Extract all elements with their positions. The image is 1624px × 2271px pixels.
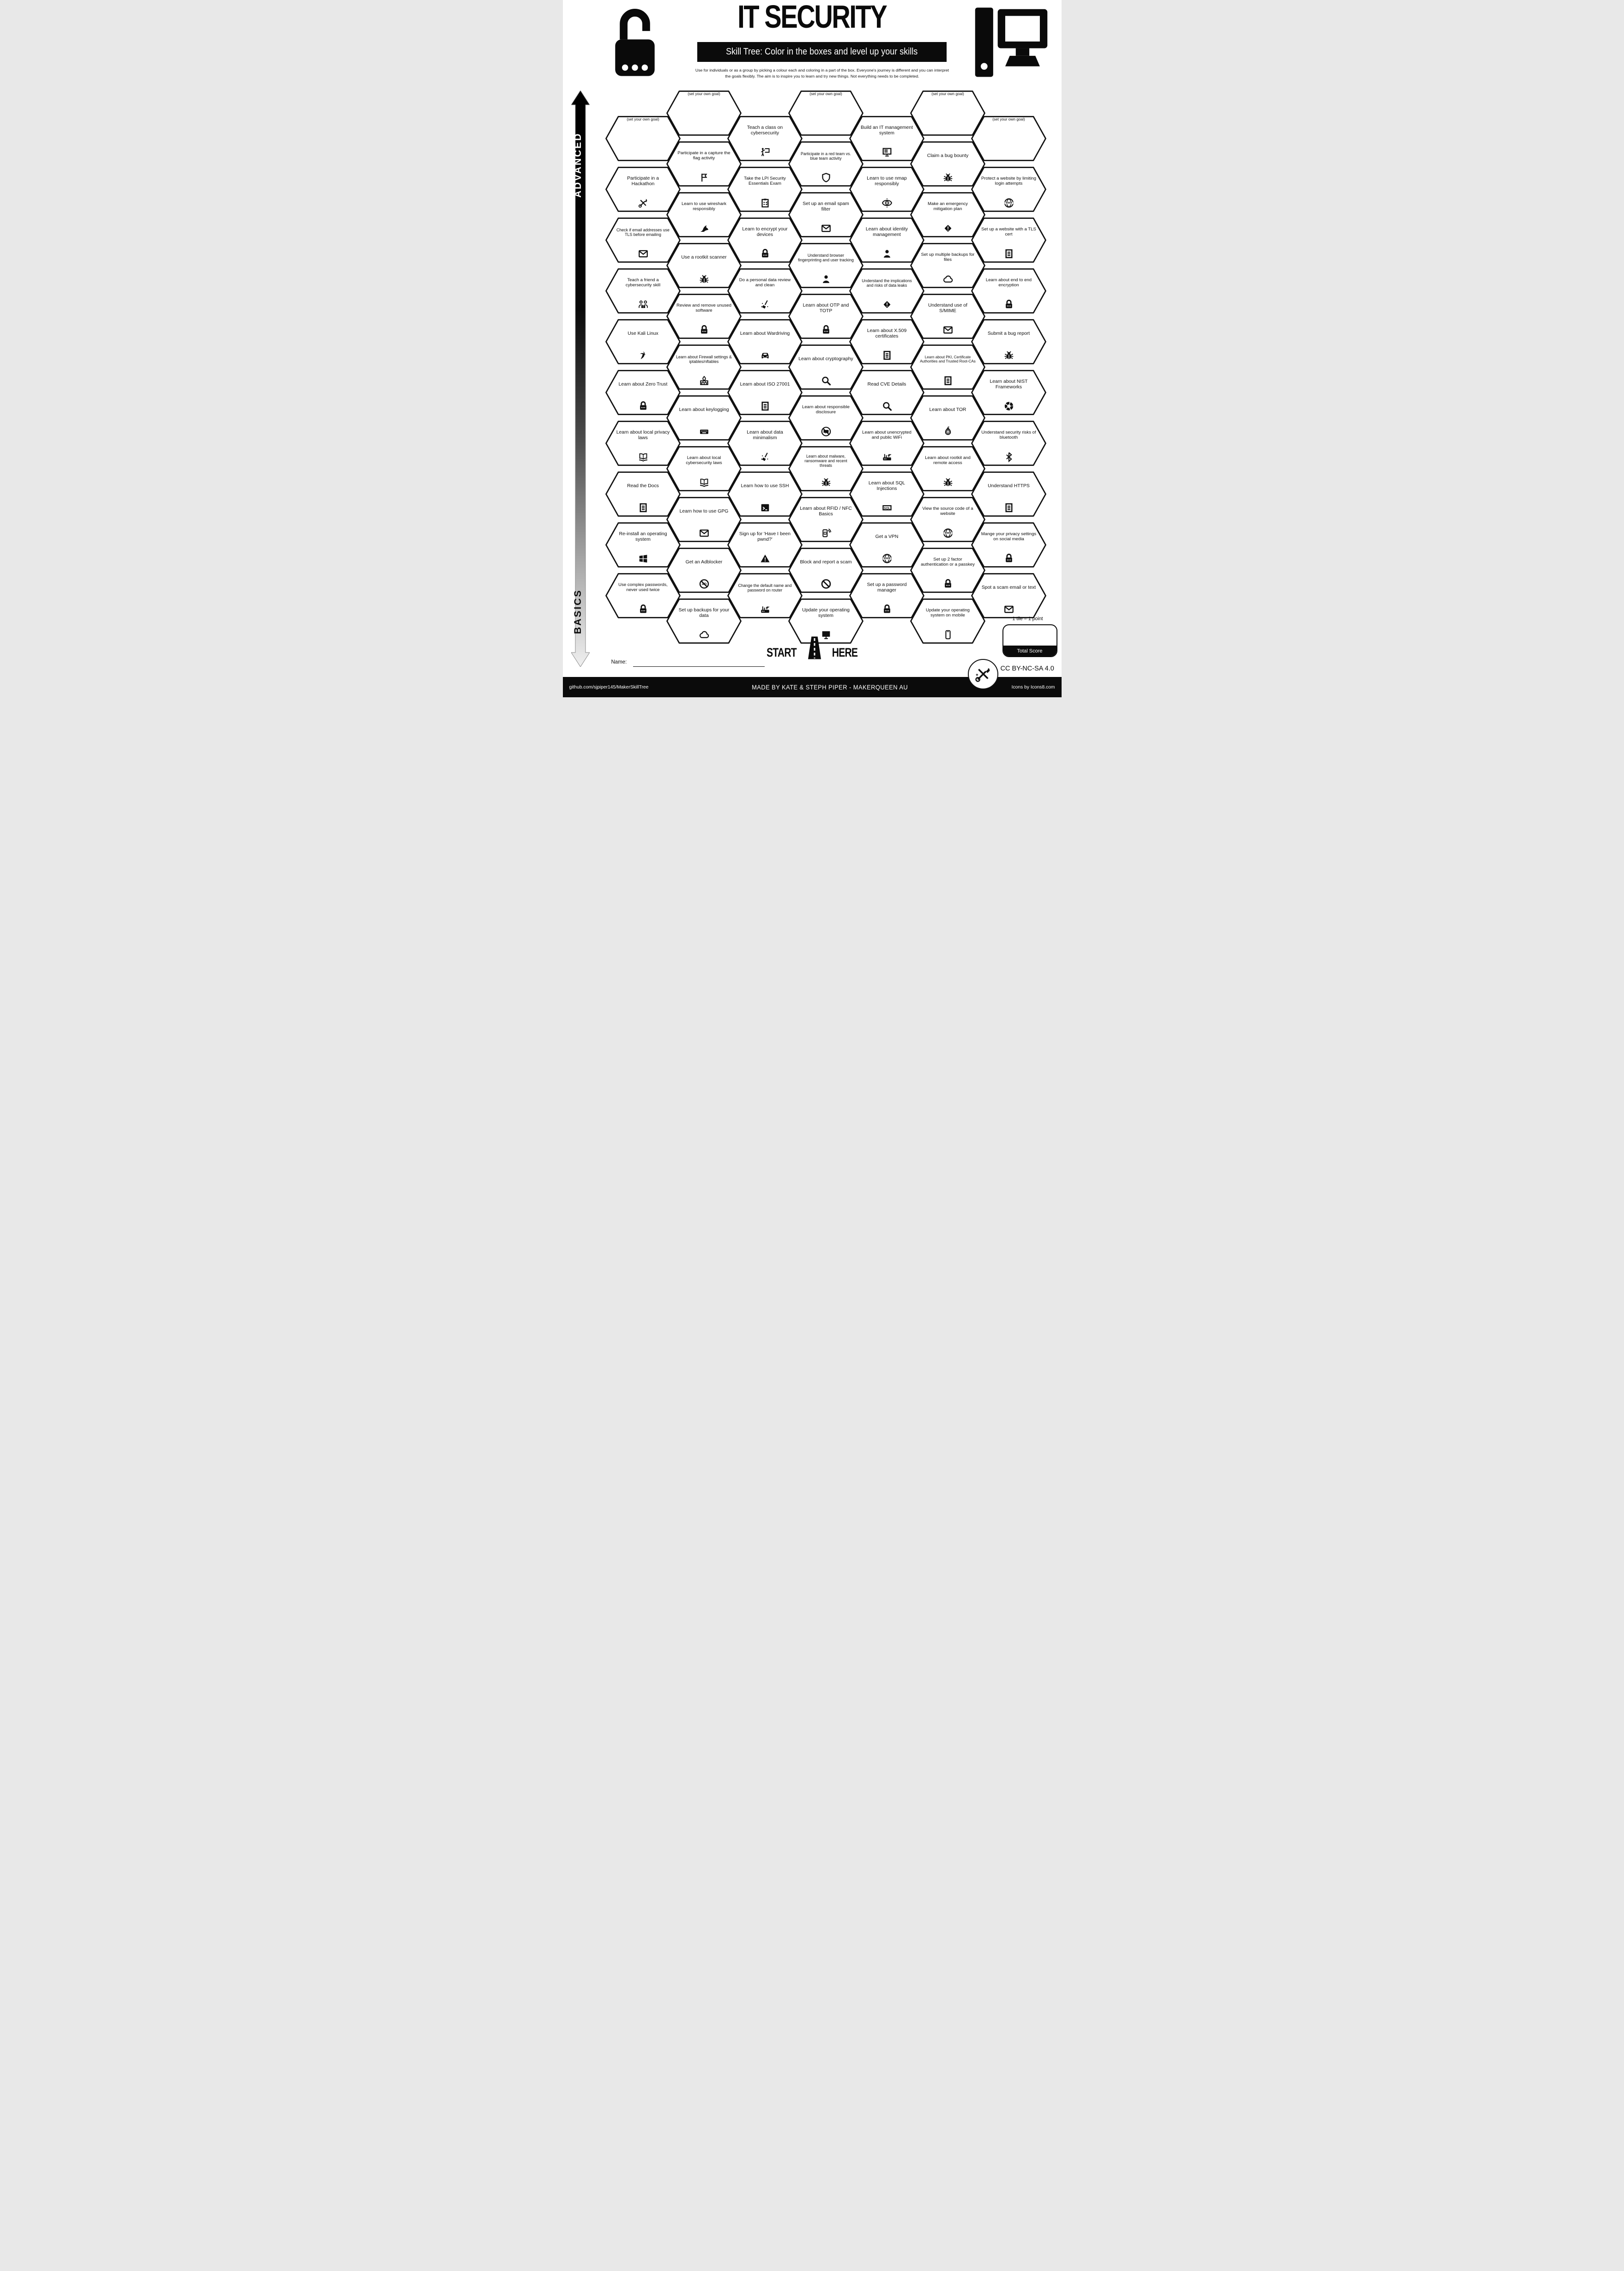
start-label: START bbox=[767, 646, 797, 659]
doc-icon bbox=[637, 502, 649, 513]
doc-icon bbox=[1003, 248, 1014, 260]
page-title: IT SECURITY bbox=[737, 0, 887, 35]
cloud-icon bbox=[942, 273, 954, 285]
skill-label: Re-install an operating system bbox=[619, 532, 667, 542]
broom-icon bbox=[759, 451, 771, 463]
dragon-icon bbox=[637, 350, 649, 361]
lock-icon bbox=[1003, 299, 1014, 310]
skill-label: Learn about cryptography bbox=[798, 356, 853, 362]
svg-text:WWW: WWW bbox=[883, 557, 890, 561]
skill-label: Participate in a Hackathon bbox=[627, 176, 659, 187]
total-score-label: Total Score bbox=[1003, 646, 1057, 656]
cloud-icon bbox=[698, 629, 710, 640]
intro-text: Use for individuals or as a group by picking a colour each and coloring in a part of the box. Everyone's journey is different and you can interpret the goals flexibly. The aim is to inspire you to learn and try new things. Not everything needs to be completed. bbox=[695, 68, 949, 79]
skill-label: Use Kali Linux bbox=[628, 331, 658, 337]
skill-label: Protect a website by limiting login attempts bbox=[981, 176, 1036, 186]
skill-label: Set up a password manager bbox=[867, 582, 907, 593]
skill-label: Learn about Firewall settings & iptables/nftables bbox=[676, 354, 732, 364]
skill-label: Do a personal data review and clean bbox=[739, 278, 791, 288]
repo-link[interactable]: github.com/sjpiper145/MakerSkillTree bbox=[569, 684, 649, 690]
goal-label: (set your own goal) bbox=[931, 91, 964, 96]
total-score-box[interactable] bbox=[1002, 624, 1057, 657]
skill-label: Learn about TOR bbox=[929, 407, 966, 413]
skill-label: Read CVE Details bbox=[867, 382, 906, 387]
skill-label: Use a rootkit scanner bbox=[681, 255, 727, 260]
warndiamond-icon bbox=[881, 299, 893, 310]
adblock-icon bbox=[698, 578, 710, 590]
poster bbox=[563, 0, 1062, 697]
lock-icon bbox=[820, 324, 832, 336]
skill-label: Learn how to use SSH bbox=[741, 483, 789, 489]
eye-icon bbox=[881, 197, 893, 209]
hex-tile[interactable] bbox=[971, 370, 1046, 415]
basics-label: BASICS bbox=[572, 589, 583, 634]
skill-label: Get a VPN bbox=[875, 534, 899, 540]
magnifier-icon bbox=[881, 400, 893, 412]
skill-label: Participate in a red team vs. blue team activity bbox=[800, 151, 851, 161]
here-label: HERE bbox=[832, 646, 858, 659]
warntri-icon bbox=[759, 553, 771, 564]
goal-label: (set your own goal) bbox=[627, 117, 659, 121]
skill-label: Change the default name and password on router bbox=[738, 583, 792, 592]
advanced-label: ADVANCED bbox=[572, 132, 583, 198]
warndiamond-icon bbox=[942, 223, 954, 234]
skill-label: Update your operating system bbox=[802, 608, 850, 618]
makerqueen-logo bbox=[968, 659, 998, 689]
skill-label: Learn about local privacy laws bbox=[616, 430, 670, 441]
terminal-icon bbox=[759, 502, 771, 513]
skill-label: Learn about SQL Injections bbox=[868, 481, 906, 491]
svg-text:SQL: SQL bbox=[883, 507, 890, 510]
skill-label: Learn about data minimalism bbox=[747, 430, 783, 441]
router-icon bbox=[881, 451, 893, 463]
skill-label: Learn about Wardriving bbox=[740, 331, 790, 337]
hex-tile[interactable] bbox=[971, 167, 1046, 212]
skill-label: Update your operating system on mobile bbox=[926, 608, 970, 618]
doc-icon bbox=[1003, 502, 1014, 513]
globe-icon bbox=[942, 527, 954, 539]
skill-label: Learn about malware, ransomware and recent threats bbox=[804, 453, 847, 468]
skill-label: Understand HTTPS bbox=[988, 483, 1030, 489]
bug-icon bbox=[698, 273, 710, 285]
lock-icon bbox=[637, 400, 649, 412]
skill-label: Claim a bug bounty bbox=[927, 153, 969, 159]
skill-label: Set up backups for your data bbox=[678, 608, 730, 618]
hex-tile[interactable] bbox=[971, 319, 1046, 364]
book-icon bbox=[637, 451, 649, 463]
skill-label: Set up an email spam filter bbox=[803, 201, 849, 212]
bug-icon bbox=[820, 477, 832, 488]
block-icon bbox=[820, 578, 832, 590]
people2-icon bbox=[637, 299, 649, 310]
skill-label: View the source code of a website bbox=[922, 506, 973, 516]
clipboard-icon bbox=[759, 197, 771, 209]
bug-icon bbox=[1003, 350, 1014, 361]
tools-icon bbox=[637, 197, 649, 209]
doc-icon bbox=[759, 400, 771, 412]
lifebuoy-icon bbox=[1003, 400, 1014, 412]
skill-label: Understand use of S/MIME bbox=[928, 303, 967, 314]
mail-icon bbox=[942, 324, 954, 336]
skill-label: Mange your privacy settings on social media bbox=[981, 532, 1037, 542]
skill-label: Learn to encrypt your devices bbox=[742, 227, 788, 237]
skill-label: Learn about unencrypted and public WiFi bbox=[862, 430, 912, 440]
mail-icon bbox=[820, 223, 832, 234]
skill-label: Teach a class on cybersecurity bbox=[747, 125, 783, 136]
skill-label: Learn about end to end encryption bbox=[985, 278, 1032, 288]
icons-credit-link[interactable]: Icons by Icons8.com bbox=[1011, 684, 1055, 690]
mail-icon bbox=[698, 527, 710, 539]
goal-label: (set your own goal) bbox=[992, 117, 1025, 121]
skill-label: Learn about OTP and TOTP bbox=[803, 303, 849, 314]
skill-label: Learn to use nmap responsibly bbox=[867, 176, 907, 187]
broom-icon bbox=[759, 299, 771, 310]
windows-icon bbox=[637, 553, 649, 564]
magnifier-icon bbox=[820, 375, 832, 387]
globe-icon bbox=[881, 553, 893, 564]
skill-label: Check if email addresses use TLS before emailing bbox=[616, 227, 670, 237]
skill-label: Spot a scam email or text bbox=[981, 585, 1036, 591]
hex-tile[interactable] bbox=[971, 471, 1046, 517]
skill-label: Learn how to use GPG bbox=[679, 509, 729, 514]
skill-label: Use complex passwords, never used twice bbox=[618, 582, 668, 592]
hex-tile[interactable] bbox=[971, 116, 1046, 161]
skill-label: Understand the implications and risks of data leaks bbox=[862, 278, 912, 288]
mail-icon bbox=[1003, 604, 1014, 615]
skill-label: Learn about NIST Frameworks bbox=[990, 379, 1028, 390]
skill-label: Make an emergency mitigation plan bbox=[928, 201, 968, 211]
bug-icon bbox=[942, 172, 954, 183]
sql-icon bbox=[881, 502, 893, 513]
skill-label: Take the LPI Security Essentials Exam bbox=[744, 176, 786, 186]
book-icon bbox=[698, 477, 710, 488]
lock-icon bbox=[942, 578, 954, 590]
skill-label: Get an Adblocker bbox=[685, 560, 723, 565]
phone-icon bbox=[942, 629, 954, 640]
skill-label: Teach a friend a cybersecurity skill bbox=[625, 278, 661, 288]
svg-text:WWW: WWW bbox=[944, 532, 951, 535]
skill-label: Learn about rootkit and remote access bbox=[925, 455, 971, 465]
hex-tile[interactable] bbox=[971, 217, 1046, 263]
hex-tile[interactable] bbox=[971, 421, 1046, 466]
phonenfc-icon bbox=[820, 527, 832, 539]
bluetooth-icon bbox=[1003, 451, 1014, 463]
skill-label: Read the Docs bbox=[627, 483, 659, 489]
goal-label: (set your own goal) bbox=[688, 91, 720, 96]
skill-label: Learn about PKI, Certificate Authorities and Trusted Root-CAs bbox=[920, 355, 976, 363]
bug-icon bbox=[942, 477, 954, 488]
globe-icon bbox=[1003, 197, 1014, 209]
skill-label: Sign up for 'Have I been pwnd?' bbox=[739, 532, 791, 542]
skill-label: Understand browser fingerprinting and user tracking bbox=[798, 253, 854, 262]
credit-label: MADE BY KATE & STEPH PIPER - MAKERQUEEN AU bbox=[752, 683, 908, 691]
skill-hex-grid bbox=[563, 0, 1062, 697]
shield-icon bbox=[820, 172, 832, 183]
skill-label: Set up multiple backups for files bbox=[921, 252, 975, 262]
skill-label: Learn about ISO 27001 bbox=[740, 382, 790, 387]
onion-icon bbox=[942, 426, 954, 437]
tile-point-note: 1 tile = 1 point bbox=[1012, 616, 1043, 622]
lock-icon bbox=[881, 604, 893, 615]
mail-icon bbox=[637, 248, 649, 260]
skill-label: Build an IT management system bbox=[860, 125, 913, 136]
goal-label: (set your own goal) bbox=[809, 91, 842, 96]
skill-label: Submit a bug report bbox=[987, 331, 1030, 337]
skill-label: Review and remove unused software bbox=[676, 303, 731, 313]
subtitle-banner: Skill Tree: Color in the boxes and level up your skills bbox=[697, 42, 947, 62]
person-icon bbox=[881, 248, 893, 260]
svg-text:AD: AD bbox=[701, 582, 706, 586]
person-icon bbox=[820, 273, 832, 285]
lock-icon bbox=[1003, 553, 1014, 564]
lock-icon bbox=[759, 248, 771, 260]
doc-icon bbox=[881, 350, 893, 361]
road-icon bbox=[805, 635, 824, 663]
skill-label: Learn about Zero Trust bbox=[618, 382, 668, 387]
router-icon bbox=[759, 604, 771, 615]
skill-label: Learn about X.509 certificates bbox=[867, 328, 907, 339]
skill-label: Learn about RFID / NFC Basics bbox=[800, 506, 852, 517]
skill-label: Learn about identity management bbox=[865, 227, 908, 237]
hex-tile[interactable] bbox=[971, 573, 1046, 618]
name-label: Name: bbox=[611, 659, 627, 665]
firewall-icon bbox=[698, 375, 710, 387]
svg-text:WWW: WWW bbox=[1005, 202, 1012, 205]
license-label: CC BY-NC-SA 4.0 bbox=[1000, 665, 1054, 672]
skill-label: Set up 2 factor authentication or a passkey bbox=[921, 557, 975, 567]
monitorlines-icon bbox=[881, 146, 893, 158]
skill-label: Learn about responsible disclosure bbox=[802, 405, 850, 415]
nochat-icon bbox=[820, 426, 832, 437]
hex-tile[interactable] bbox=[971, 522, 1046, 568]
flag-icon bbox=[698, 172, 710, 183]
lock-icon bbox=[698, 324, 710, 336]
lock-icon bbox=[637, 604, 649, 615]
skill-label: Set up a website with a TLS cert bbox=[981, 227, 1036, 237]
doc-icon bbox=[942, 375, 954, 387]
skill-label: Learn about local cybersecurity laws bbox=[686, 455, 722, 465]
keyboard-icon bbox=[698, 426, 710, 437]
name-input-line[interactable] bbox=[633, 666, 765, 667]
skill-label: Understand security risks of bluetooth bbox=[981, 430, 1036, 440]
skill-label: Learn about keylogging bbox=[679, 407, 729, 413]
skill-label: Participate in a capture the flag activity bbox=[677, 151, 730, 161]
hex-tile[interactable] bbox=[971, 268, 1046, 314]
teach-icon bbox=[759, 146, 771, 158]
shark-icon bbox=[698, 223, 710, 234]
skill-label: Block and report a scam bbox=[800, 560, 852, 565]
car-icon bbox=[759, 350, 771, 361]
skill-label: Learn to use wireshark responsibly bbox=[681, 201, 727, 211]
